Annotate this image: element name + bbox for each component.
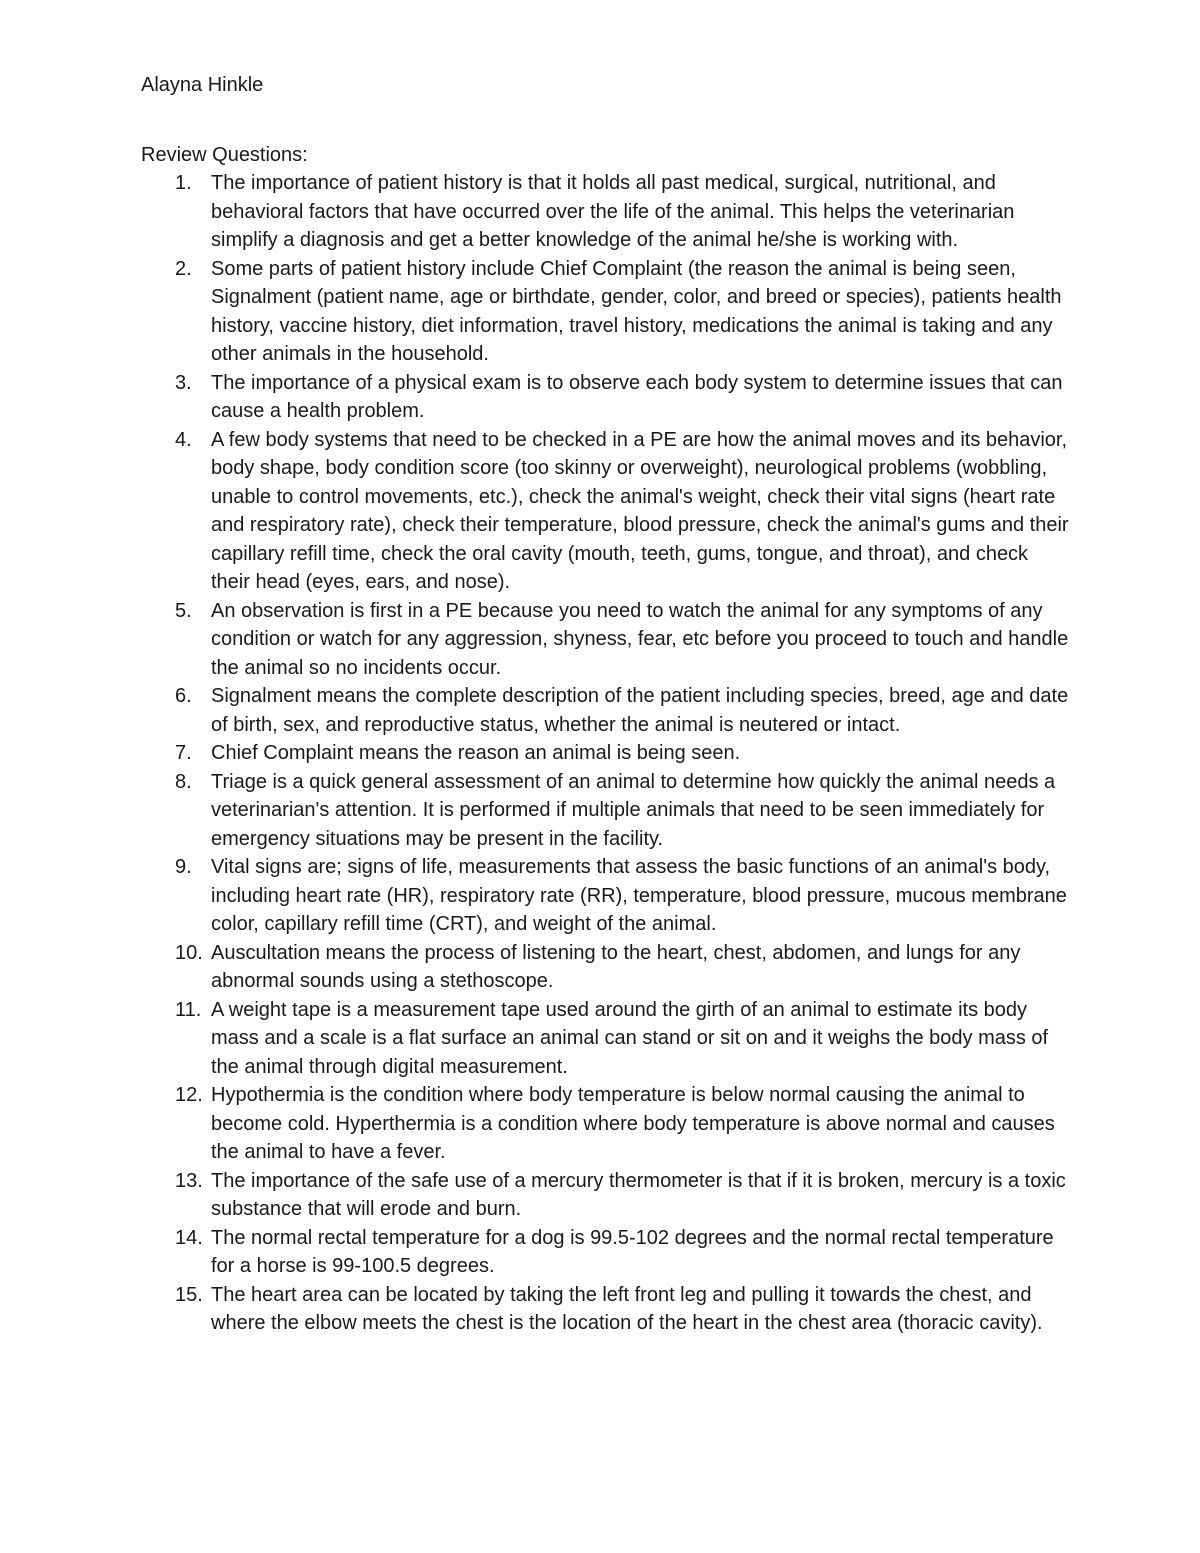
list-item: [141, 255, 1071, 369]
list-item-text: Vital signs are; signs of life, measurements that assess the basic functions of an animal's body, including heart rate (HR), respiratory rate (RR), temperature, blood pressure, mucous membrane color, capillary refill time (CRT), and weight of the animal.: [211, 856, 1067, 935]
list-item: [141, 369, 1071, 426]
list-item-text: Auscultation means the process of listening to the heart, chest, abdomen, and lungs for any abnormal sounds using a stethoscope.: [211, 941, 1021, 992]
list-item-text: Hypothermia is the condition where body temperature is below normal causing the animal to become cold. Hyperthermia is a condition where body temperature is above normal and causes the animal to have a fever.: [211, 1084, 1055, 1163]
list-item: [141, 1167, 1071, 1224]
list-item: [141, 1081, 1071, 1167]
list-item: [141, 768, 1071, 854]
section-heading: Review Questions:: [141, 144, 308, 166]
list-number: 4.: [175, 428, 192, 451]
author-name: Alayna Hinkle: [141, 74, 264, 96]
list-number: 15.: [175, 1283, 203, 1306]
list-item-text: A weight tape is a measurement tape used around the girth of an animal to estimate its body mass and a scale is a flat surface an animal can stand or sit on and it weighs the body mass of the animal through digital measurement.: [211, 998, 1049, 1078]
list-number: 14.: [175, 1226, 203, 1249]
list-item-text: The normal rectal temperature for a dog is 99.5-102 degrees and the normal rectal temperature for a horse is 99-100.5 degrees.: [211, 1226, 1054, 1277]
list-item: [141, 939, 1071, 996]
list-number: 11.: [175, 998, 202, 1021]
list-item: [141, 996, 1071, 1082]
list-item: [141, 169, 1071, 255]
list-item-text: The importance of the safe use of a mercury thermometer is that if it is broken, mercury is a toxic substance that will erode and burn.: [211, 1169, 1066, 1220]
list-item-text: The importance of a physical exam is to observe each body system to determine issues that can cause a health problem.: [211, 371, 1063, 422]
review-questions-list: [141, 169, 1071, 1338]
list-number: 10.: [175, 941, 203, 964]
list-item-text: Signalment means the complete description of the patient including species, breed, age and date of birth, sex, and reproductive status, whether the animal is neutered or intact.: [211, 685, 1069, 736]
list-item-text: Triage is a quick general assessment of an animal to determine how quickly the animal needs a veterinarian's attention. It is performed if multiple animals that need to be seen immediately for emergency situations may be present in the facility.: [211, 770, 1056, 850]
list-number: 2.: [175, 257, 192, 280]
list-item: [141, 853, 1071, 939]
list-number: 12.: [175, 1084, 203, 1106]
list-number: 5.: [175, 599, 192, 622]
list-item: [141, 739, 1071, 768]
list-number: 1.: [175, 172, 192, 194]
list-number: 6.: [175, 685, 192, 707]
list-number: 13.: [175, 1169, 203, 1192]
list-item: [141, 1224, 1071, 1281]
list-item-text: The importance of patient history is that it holds all past medical, surgical, nutritional, and behavioral factors that have occurred over the life of the animal. This helps the veterinarian simplify a diagnosis and get a better knowledge of the animal he/she is working with.: [211, 172, 1015, 251]
list-item-text: An observation is first in a PE because you need to watch the animal for any symptoms of any condition or watch for any aggression, shyness, fear, etc before you proceed to touch and handle the animal so no incidents occur.: [211, 599, 1069, 679]
list-item-text: A few body systems that need to be checked in a PE are how the animal moves and its behavior, body shape, body condition score (too skinny or overweight), neurological problems (wobbling, unable to control movements, etc.), check the animal's weight, check their vital signs (heart rate and respiratory rate), check their temperature, blood pressure, check the animal's gums and their capillary refill time, check the oral cavity (mouth, teeth, gums, tongue, and throat), and check their head (eyes, ears, and nose).: [211, 428, 1069, 593]
list-number: 7.: [175, 742, 192, 764]
list-item-text: Some parts of patient history include Chief Complaint (the reason the animal is being seen, Signalment (patient name, age or birthdate, gender, color, and breed or species), patients health history, vaccine history, diet information, travel history, medications the animal is taking and any other animals in the household.: [211, 257, 1062, 365]
list-number: 8.: [175, 770, 192, 793]
list-number: 9.: [175, 856, 192, 878]
list-item-text: The heart area can be located by taking the left front leg and pulling it towards the chest, and where the elbow meets the chest is the location of the heart in the chest area (thoracic cavity).: [211, 1283, 1043, 1334]
list-item: [141, 426, 1071, 597]
list-number: 3.: [175, 371, 192, 394]
list-item: [141, 597, 1071, 683]
list-item: [141, 682, 1071, 739]
list-item-text: Chief Complaint means the reason an animal is being seen.: [211, 742, 741, 764]
list-item: [141, 1281, 1071, 1338]
